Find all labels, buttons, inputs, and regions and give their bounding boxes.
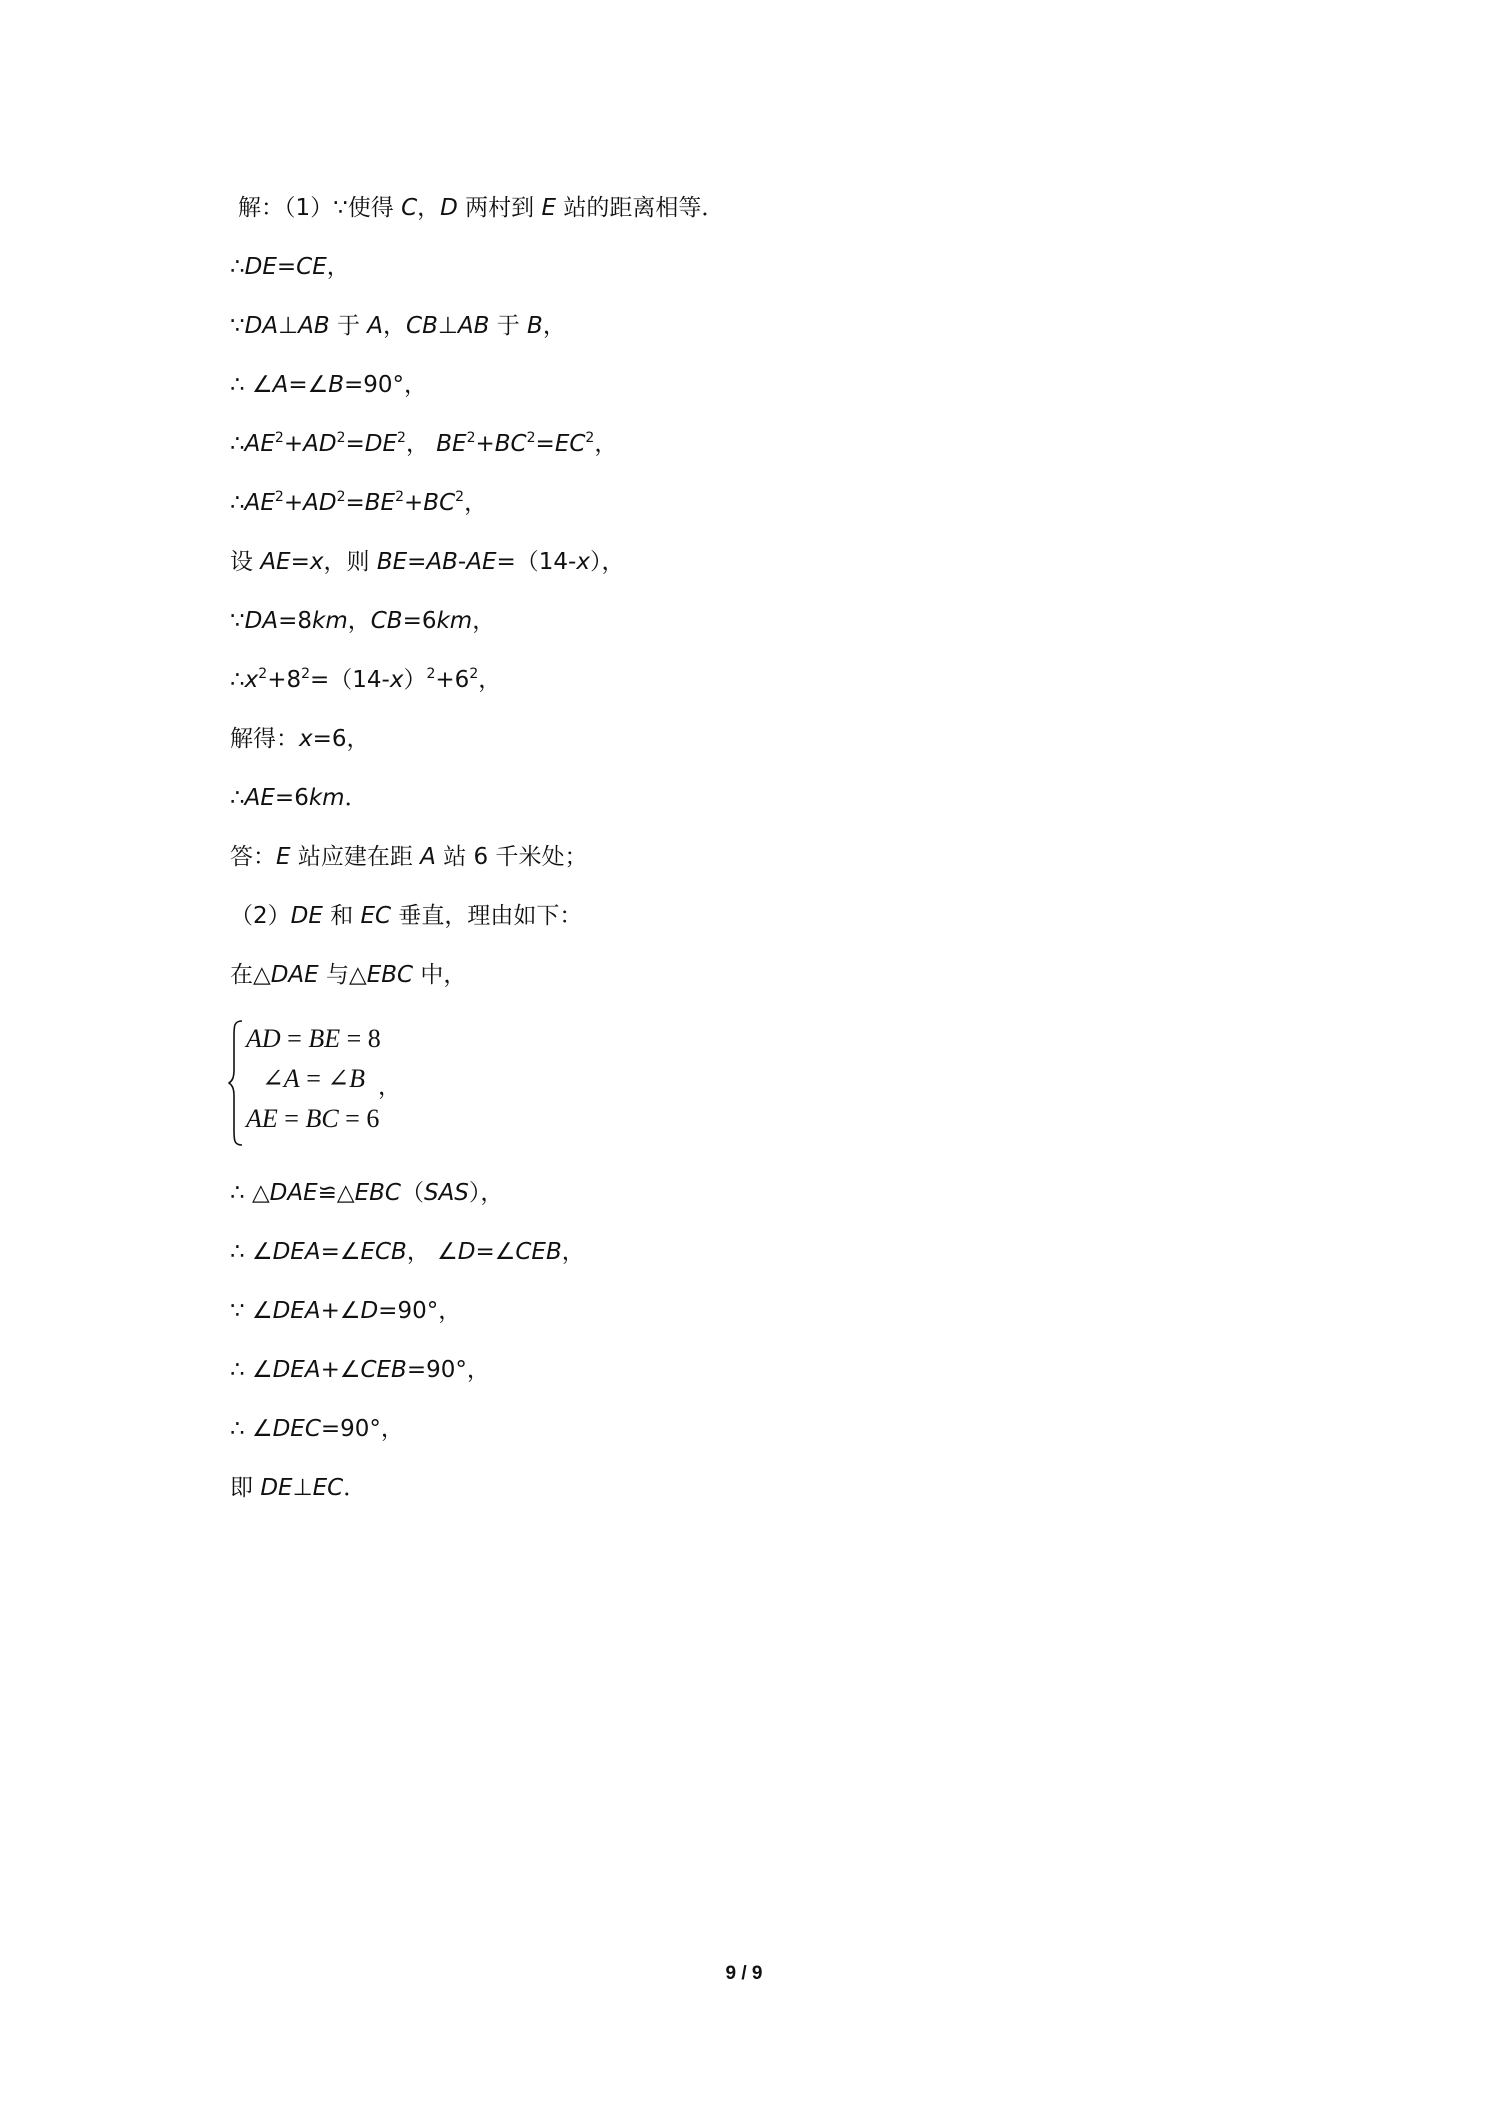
equation-1: AD = BE = 8	[246, 1024, 381, 1053]
solution-line-14: 在△DAE 与△EBC 中，	[230, 962, 467, 988]
equation-system	[228, 1018, 648, 1153]
solution-line-8: ∵DA=8km，CB=6km，	[230, 608, 496, 634]
solution-line-17: ∵ ∠DEA+∠D=90°，	[230, 1298, 462, 1324]
solution-line-20: 即 DE⊥EC．	[230, 1475, 367, 1501]
equation-3: AE = BC = 6	[246, 1104, 380, 1133]
solution-line-16: ∴ ∠DEA=∠ECB， ∠D=∠CEB，	[230, 1239, 585, 1265]
solution-line-3: ∵DA⊥AB 于 A，CB⊥AB 于 B，	[230, 313, 566, 339]
solution-line-11: ∴AE=6km．	[230, 785, 368, 811]
solution-line-19: ∴ ∠DEC=90°，	[230, 1416, 404, 1442]
solution-line-2: ∴DE=CE，	[230, 254, 350, 280]
solution-line-12: 答：E 站应建在距 A 站 6 千米处；	[230, 844, 588, 870]
left-brace-icon	[228, 1018, 246, 1148]
equation-2: ∠A = ∠B	[262, 1064, 366, 1093]
solution-line-7: 设 AE=x，则 BE=AB-AE=（14-x），	[230, 549, 625, 575]
solution-line-4: ∴ ∠A=∠B=90°，	[230, 372, 428, 398]
solution-line-15: ∴ △DAE≌△EBC（SAS），	[230, 1180, 504, 1206]
page-number: 9 / 9	[725, 1963, 763, 1984]
equation-comma: ，	[378, 1074, 401, 1100]
solution-line-10: 解得：x=6，	[230, 726, 370, 752]
solution-line-13: （2）DE 和 EC 垂直，理由如下：	[230, 903, 583, 929]
solution-line-5: $\therefore AE^2+AD^2=DE^2$， $BE^2+BC^2=EC^2$，	[230, 430, 618, 457]
solution-line-1: 解：（1）∵使得 C，D 两村到 E 站的距离相等．	[238, 195, 725, 221]
solution-line-18: ∴ ∠DEA+∠CEB=90°，	[230, 1357, 490, 1383]
solution-line-9: $\therefore x^2+8^2=(14-x)^2+6^2$，	[230, 666, 502, 693]
solution-line-6: $\therefore AE^2+AD^2=BE^2+BC^2$，	[230, 489, 488, 516]
